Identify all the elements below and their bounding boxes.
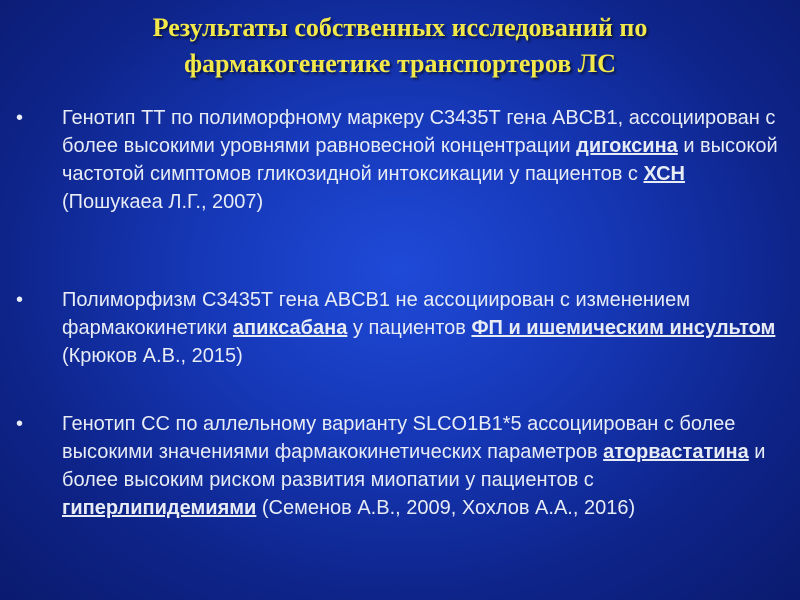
condition-link-chf[interactable]: ХСН	[643, 163, 685, 185]
slide-title-line-2: фармакогенетике транспортеров ЛС	[184, 49, 616, 78]
condition-link-hyperlipidemia[interactable]: гиперлипидемиями	[62, 497, 257, 519]
condition-link-af-stroke[interactable]: ФП и ишемическим инсультом	[471, 317, 776, 339]
bullet-text	[62, 286, 782, 370]
bullet-citation: (Пошукаеа Л.Г., 2007)	[62, 191, 264, 213]
bullet-text-part: Генотип ТТ по полиморфному маркеру С3435Т гена ABCB1, ассоциирован с более высокими уровнями равновесной концентрации	[62, 107, 776, 157]
bullet-text-part: и высокой частотой симптомов гликозидной интоксикации у пациентов с	[62, 135, 778, 185]
bullet-text-part: у пациентов	[347, 317, 472, 339]
slide-title-line-1: Результаты собственных исследований по	[152, 13, 648, 42]
slide-title	[0, 10, 800, 82]
bullet-text	[62, 104, 782, 216]
bullet-text	[62, 410, 782, 522]
bullet-marker: •	[16, 107, 24, 129]
drug-link-digoxin[interactable]: дигоксина	[576, 135, 678, 157]
bullet-text-part: Полиморфизм С3435Т гена ABCB1 не ассоциирован с изменением фармакокинетики	[62, 289, 690, 339]
bullet-marker: •	[16, 413, 24, 435]
bullet-citation: (Семенов А.В., 2009, Хохлов А.А., 2016)	[256, 497, 636, 519]
drug-link-atorvastatin[interactable]: аторвастатина	[603, 441, 749, 463]
bullet-text-part: и более высоким риском развития миопатии у пациентов с	[62, 441, 766, 491]
bullet-citation: (Крюков А.В., 2015)	[62, 345, 243, 367]
bullet-marker: •	[16, 289, 24, 311]
bullet-text-part: Генотип СС по аллельному варианту SLCO1B1*5 ассоциирован с более высокими значениями фармакокинетических параметров	[62, 413, 736, 463]
drug-link-apixaban[interactable]: апиксабана	[232, 317, 348, 339]
